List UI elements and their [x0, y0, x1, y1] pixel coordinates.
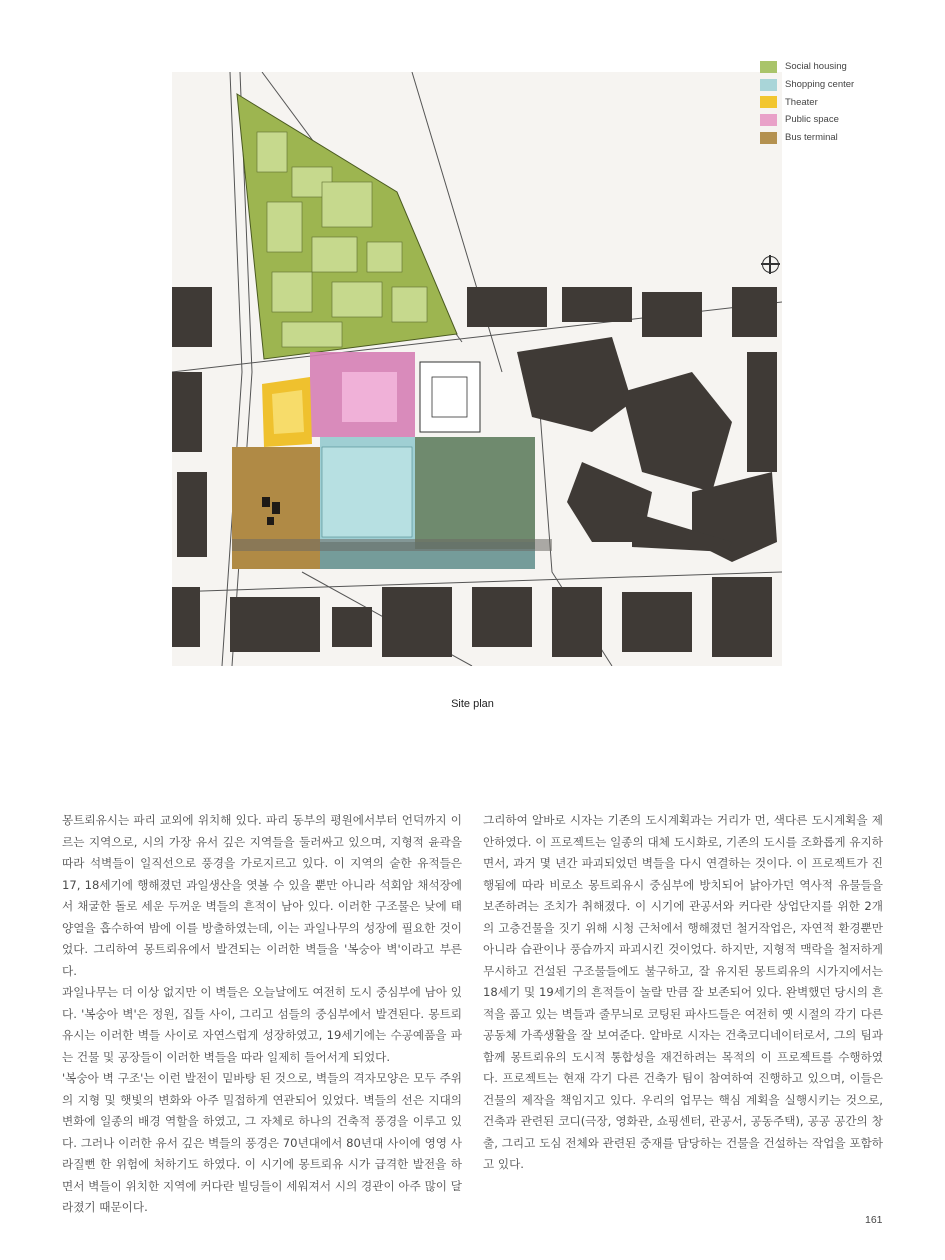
- legend-swatch: [760, 132, 777, 144]
- legend-label: Public space: [785, 114, 839, 126]
- north-arrow-icon: [762, 256, 779, 273]
- paragraph: 그리하여 알바로 시자는 기존의 도시계획과는 거리가 먼, 색다른 도시계획을 제안하였다. 이 프로젝트는 일종의 대체 도시화로, 기존의 도시를 조화롭게 유지하면서, 과거 몇 년간 파괴되었던 벽들을 다시 연결하는 것이다. 이 프로젝트가 진행됨에 따라 비로소 몽트뢰유시 중심부에 방치되어 낡아가던 역사적 유물들을 보존하려는 조치가 취해졌다. 이 시기에 관공서와 커다란 상업단지를 위한 2개의 고층건물을 짓기 위해 시청 근처에서 행해졌던 철거작업은, 자연적 환경뿐만 아니라 습관이나 풍습까지 파괴시킨 것이었다. 하지만, 지형적 맥락을 철저하게 무시하고 건설된 구조물들에도 불구하고, 잘 유지된 몽트뢰유의 시가지에서는 18세기 및 19세기의 흔적들이 놀랄 만큼 잘 보존되어 있다. 완벽했던 당시의 흔적을 품고 있는 벽들과 줄무늬로 코팅된 파사드들은 여전히 옛 시절의 각기 다른 공동체 가족생활을 잘 보여준다. 알바로 시자는 건축코디네이터로서, 그의 팀과 함께 몽트뢰유의 도시적 통합성을 재건하려는 목적의 이 프로젝트를 수행하였다. 프로젝트는 현재 각기 다른 건축가 팀이 참여하여 진행하고 있으며, 이들은 건물의 제작을 책임지고 있다. 우리의 업무는 핵심 계획을 실행시키는 것으로, 건축과 관련된 코디(극장, 영화관, 쇼핑센터, 관공서, 공동주택), 공공 공간의 창출, 그리고 도심 전체와 관련된 중재를 담당하는 건물을 건설하는 작업을 포함하고 있다.: [483, 813, 883, 1171]
- paragraph: '복숭아 벽 구조'는 이런 발전이 밑바탕 된 것으로, 벽들의 격자모양은 모두 주위의 지형 및 햇빛의 변화와 아주 밀접하게 연관되어 있었다. 벽들의 선은 지대의 변화에 일종의 배경 역할을 하였고, 그 자체로 하나의 건축적 풍경을 이루고 있다. 그러나 이러한 유서 깊은 벽들의 풍경은 70년대에서 80년대 사이에 영영 사라질뻔 한 위험에 처하기도 하였다. 이 시기에 몽트뢰유 시가 급격한 발전을 하면서 벽들이 위치한 지역에 커다란 빌딩들이 세워져서 시의 경관이 아주 많이 달라졌기 때문이다.: [62, 1071, 462, 1214]
- legend-label: Shopping center: [785, 79, 855, 91]
- legend-swatch: [760, 79, 777, 91]
- body-column-left: [62, 810, 462, 1219]
- legend-label: Bus terminal: [785, 132, 838, 144]
- paragraph: 과일나무는 더 이상 없지만 이 벽들은 오늘날에도 여전히 도시 중심부에 남아 있다. '복숭아 벽'은 정원, 집들 사이, 그리고 섬들의 중심부에서 발견된다. 몽트뢰유시는 이러한 벽들 사이로 자연스럽게 성장하였고, 19세기에는 수공예품을 파는 건물 및 공장들이 이러한 벽들을 따라 일제히 들어서게 되었다.: [62, 985, 462, 1064]
- legend-item-social-housing: [760, 58, 854, 76]
- page-number: 161: [865, 1214, 883, 1226]
- legend-label: Social housing: [785, 61, 847, 73]
- legend: [760, 58, 854, 146]
- legend-item-bus-terminal: [760, 129, 854, 147]
- legend-swatch: [760, 96, 777, 108]
- legend-item-shopping-center: [760, 76, 854, 94]
- site-plan-drawing: [172, 72, 782, 666]
- legend-swatch: [760, 114, 777, 126]
- legend-swatch: [760, 61, 777, 73]
- figure-caption: Site plan: [451, 698, 494, 710]
- legend-item-theater: [760, 93, 854, 111]
- legend-label: Theater: [785, 96, 818, 108]
- paragraph: 몽트뢰유시는 파리 교외에 위치해 있다. 파리 동부의 평원에서부터 언덕까지 이르는 지역으로, 시의 가장 유서 깊은 지역들을 둘러싸고 있으며, 지형적 윤곽을 따라 석벽들이 일직선으로 풍경을 가로지르고 있다. 이 지역의 숱한 유적들은 17, 18세기에 행해졌던 과일생산을 엿볼 수 있을 뿐만 아니라 석회암 채석장에서 채굴한 돌로 세운 두꺼운 벽들의 흔적이 남아 있다. 이러한 구조물은 낮에 태양열을 흡수하여 밤에 이를 방출하였는데, 이는 과일나무의 성장에 필요한 것이었다. 그리하여 몽트뢰유에서 발견되는 이러한 벽들을 '복숭아 벽'이라고 부른다.: [62, 813, 462, 978]
- legend-item-public-space: [760, 111, 854, 129]
- body-column-right: [483, 810, 883, 1176]
